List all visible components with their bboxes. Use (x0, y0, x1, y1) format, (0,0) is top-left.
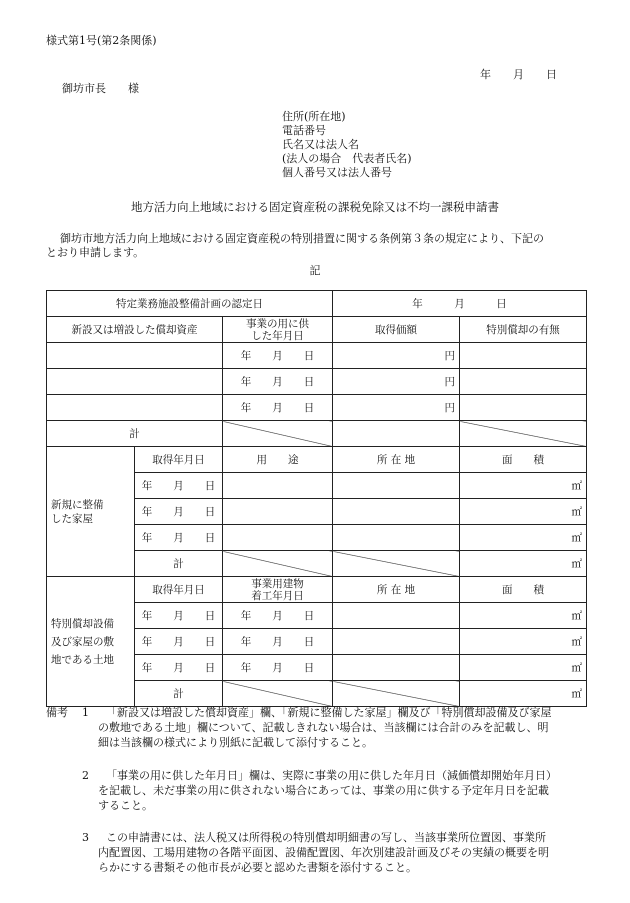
land-location-cell (333, 655, 460, 681)
cert-row (47, 291, 587, 317)
intro-line-2: とおり申請します。 (46, 246, 145, 259)
house-total-label: 計 (135, 551, 223, 577)
asset-name-cell (47, 395, 223, 421)
note-1-line-3: 細は当該欄の様式により別紙に記載して添付すること。 (98, 736, 373, 749)
ki-heading: 記 (309, 264, 321, 277)
date-line: 年 月 日 (480, 68, 557, 81)
land-date-cell: 年 月 日 (135, 603, 223, 629)
asset-name-cell (47, 369, 223, 395)
house-area-cell: ㎡ (460, 525, 587, 551)
houses-col-area: 面 積 (460, 447, 587, 473)
land-construct-cell: 年 月 日 (223, 629, 333, 655)
asset-price-cell: 円 (333, 343, 460, 369)
application-table (46, 290, 587, 707)
asset-price-cell: 円 (333, 369, 460, 395)
applicant-id-number: 個人番号又は法人番号 (282, 166, 392, 179)
form-number: 様式第1号(第2条関係) (46, 34, 157, 47)
assets-col-price: 取得価額 (333, 317, 460, 343)
house-area-cell: ㎡ (460, 473, 587, 499)
intro-line-1: 御坊市地方活力向上地域における固定資産税の特別措置に関する条例第３条の規定により、下記の (60, 232, 544, 245)
note-3-line-3: らかにする書類その他市長が必要と認めた書類を添付すること。 (98, 861, 417, 874)
land-date-cell: 年 月 日 (135, 655, 223, 681)
notes-section (46, 705, 606, 885)
house-use-cell (223, 473, 333, 499)
asset-date-cell: 年 月 日 (223, 395, 333, 421)
asset-total-row (47, 421, 587, 447)
land-col-acq-date: 取得年月日 (135, 577, 223, 603)
house-date-cell: 年 月 日 (135, 473, 223, 499)
diagonal-cell (223, 681, 333, 707)
note-1-number: 1 (82, 706, 89, 719)
diagonal-cell (333, 681, 460, 707)
asset-total-price (333, 421, 460, 447)
house-location-cell (333, 473, 460, 499)
applicant-block (282, 110, 412, 180)
note-2-line-2: を記載し、未だ事業の用に供されない場合にあっては、事業の用に供する予定年月日を記載 (98, 784, 549, 797)
note-2-number: 2 (82, 769, 89, 782)
land-col-construct-date: 事業用建物 着工年月日 (223, 577, 333, 603)
land-col-area: 面 積 (460, 577, 587, 603)
land-location-cell (333, 629, 460, 655)
land-total-area: ㎡ (460, 681, 587, 707)
land-date-cell: 年 月 日 (135, 629, 223, 655)
land-construct-cell: 年 月 日 (223, 603, 333, 629)
houses-col-use: 用 途 (223, 447, 333, 473)
house-area-cell: ㎡ (460, 499, 587, 525)
house-use-cell (223, 525, 333, 551)
land-area-cell: ㎡ (460, 629, 587, 655)
cert-label: 特定業務施設整備計画の認定日 (47, 291, 333, 317)
diagonal-cell (223, 551, 333, 577)
note-3-line-1: この申請書には、法人税又は所得税の特別償却明細書の写し、当該事業所位置図、事業所 (106, 831, 546, 844)
applicant-address: 住所(所在地) (282, 110, 346, 123)
house-total-area: ㎡ (460, 551, 587, 577)
assets-col-special: 特別償却の有無 (460, 317, 587, 343)
asset-row (47, 395, 587, 421)
applicant-name: 氏名又は法人名 (282, 138, 359, 151)
assets-col-use-date: 事業の用に供 した年月日 (223, 317, 333, 343)
asset-special-cell (460, 369, 587, 395)
asset-date-cell: 年 月 日 (223, 343, 333, 369)
houses-col-acq-date: 取得年月日 (135, 447, 223, 473)
land-area-cell: ㎡ (460, 603, 587, 629)
asset-price-cell: 円 (333, 395, 460, 421)
house-location-cell (333, 499, 460, 525)
houses-header-row (47, 447, 587, 473)
asset-row (47, 369, 587, 395)
diagonal-cell (333, 551, 460, 577)
houses-col-location: 所 在 地 (333, 447, 460, 473)
asset-special-cell (460, 395, 587, 421)
diagonal-cell (223, 421, 333, 447)
asset-total-label: 計 (47, 421, 223, 447)
asset-name-cell (47, 343, 223, 369)
asset-special-cell (460, 343, 587, 369)
assets-col-asset: 新設又は増設した償却資産 (47, 317, 223, 343)
note-2-line-1: 「事業の用に供した年月日」欄は、実際に事業の用に供した年月日（減価償却開始年月日） (106, 769, 557, 782)
note-3-number: 3 (82, 831, 89, 844)
houses-section-label: 新規に整備 した家屋 (47, 447, 135, 577)
cert-date: 年 月 日 (333, 291, 587, 317)
house-date-cell: 年 月 日 (135, 525, 223, 551)
diagonal-cell (460, 421, 587, 447)
land-header-row (47, 577, 587, 603)
land-location-cell (333, 603, 460, 629)
land-construct-cell: 年 月 日 (223, 655, 333, 681)
house-use-cell (223, 499, 333, 525)
notes-heading: 備考 (46, 706, 68, 719)
note-2-line-3: すること。 (98, 799, 153, 812)
house-date-cell: 年 月 日 (135, 499, 223, 525)
note-1-line-1: 「新設又は増設した償却資産」欄、「新規に整備した家屋」欄及び「特別償却設備及び家屋 (106, 706, 552, 719)
note-3-line-2: 内配置図、工場用建物の各階平面図、設備配置図、年次別建設計画及びその実績の概要を明 (98, 846, 549, 859)
note-1-line-2: の敷地である土地」欄について、記載しきれない場合は、当該欄には合計のみを記載し、明 (98, 721, 549, 734)
applicant-representative: (法人の場合 代表者氏名) (282, 152, 412, 165)
addressee: 御坊市長 様 (62, 82, 139, 95)
asset-row (47, 343, 587, 369)
applicant-phone: 電話番号 (282, 124, 326, 137)
land-col-location: 所 在 地 (333, 577, 460, 603)
land-area-cell: ㎡ (460, 655, 587, 681)
asset-date-cell: 年 月 日 (223, 369, 333, 395)
house-location-cell (333, 525, 460, 551)
assets-header-row (47, 317, 587, 343)
document-title: 地方活力向上地域における固定資産税の課税免除又は不均一課税申請書 (131, 200, 499, 214)
land-section-label: 特別償却設備 及び家屋の敷 地である土地 (47, 577, 135, 707)
land-total-label: 計 (135, 681, 223, 707)
